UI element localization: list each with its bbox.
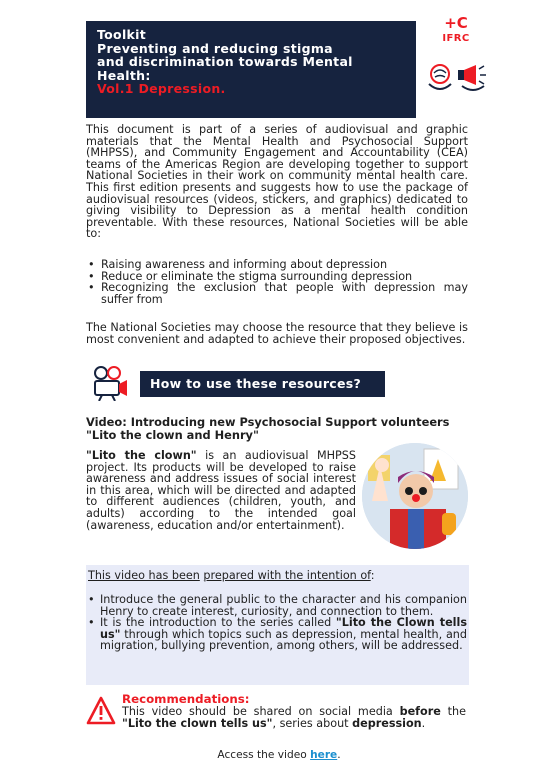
title-line: Health: [97, 67, 151, 83]
warning-icon [86, 696, 116, 726]
title-line: and discrimination towards Mental [97, 54, 353, 69]
red-cross-crescent-icon: +C [444, 14, 468, 32]
recommendations-title: Recommendations: [122, 692, 250, 706]
intention-heading-part: This video has been [88, 569, 200, 582]
section-heading: How to use these resources? [140, 371, 385, 397]
title-line: Toolkit [97, 27, 146, 42]
rec-bold: "Lito the clown tells us" [122, 716, 273, 730]
rec-text: . [421, 716, 426, 730]
goals-list [86, 259, 468, 305]
choice-paragraph: The National Societies may choose the resource that they believe is most convenient and adapted to achieve their proposed objectives. [86, 321, 468, 346]
rec-bold: depression [352, 716, 422, 730]
access-video [0, 749, 558, 762]
video-title-line: Video: Introducing new Psychosocial Support volunteers [86, 415, 450, 429]
video-title-line: "Lito the clown and Henry" [86, 428, 259, 442]
title-volume: Vol.1 Depression. [97, 81, 226, 96]
lito-clown-photo [362, 443, 468, 549]
video-title [86, 416, 466, 442]
intention-box [86, 565, 469, 685]
here-link[interactable]: here [310, 749, 338, 761]
rec-bold: before [399, 705, 441, 718]
access-end: . [337, 749, 341, 761]
lito-text: is an audiovisual MHPSS project. Its products will be developed to raise awareness and address issues of social interest in this area, which will be directed and adapted to different audiences (children, youth, and adults) according to the intended goal (awareness, education and/or entertainment). [86, 449, 356, 532]
intention-heading [86, 569, 469, 582]
intro-paragraph: This document is part of a series of audiovisual and graphic materials that the Mental Health and Psychosocial Support (MHPSS), and Community Engagement and Accountability (CEA) teams of the Americas Region are developing together to support National Societies in their work on community mental health care. This first edition presents and suggests how to use the package of audiovisual resources (videos, stickers, and graphics) dedicated to giving visibility to Depression as a mental health condition preventable. With these resources, National Societies will be able to: [86, 123, 468, 241]
item-text: It is the introduction to the series called [100, 616, 336, 630]
intention-heading-part: prepared with the intention of [203, 569, 371, 582]
intention-colon: : [370, 569, 375, 582]
list-item: • Introduce the general public to the character and his companion Henry to create interest, curiosity, and connection to them. [86, 594, 469, 617]
video-camera-icon [90, 365, 130, 401]
clown-illustration [362, 443, 468, 549]
rec-text: , series about [272, 716, 353, 730]
list-item: • Raising awareness and informing about depression [86, 259, 468, 271]
lito-name: "Lito the clown" [86, 449, 197, 462]
rec-text: This video should be shared on social media [122, 705, 400, 718]
rec-text: the [440, 705, 466, 718]
title-box [86, 21, 416, 118]
list-item [86, 617, 469, 652]
recommendations-text [122, 706, 466, 730]
intention-list [86, 594, 469, 652]
item-text: through which topics such as depression, mental health, and migration, bullying prevention, among others, will be addressed. [100, 627, 467, 653]
access-text: Access the video [217, 749, 311, 761]
list-item: • Recognizing the exclusion that people with depression may suffer from [86, 282, 468, 305]
list-item: • Reduce or eliminate the stigma surrounding depression [86, 271, 468, 283]
lito-description [86, 450, 356, 531]
title-line: Preventing and reducing stigma [97, 40, 333, 56]
ifrc-logo [437, 16, 475, 50]
ifrc-text: IFRC [442, 33, 470, 44]
brain-megaphone-icon [426, 60, 494, 94]
series-name: "Lito the Clown tells us" [100, 616, 467, 641]
